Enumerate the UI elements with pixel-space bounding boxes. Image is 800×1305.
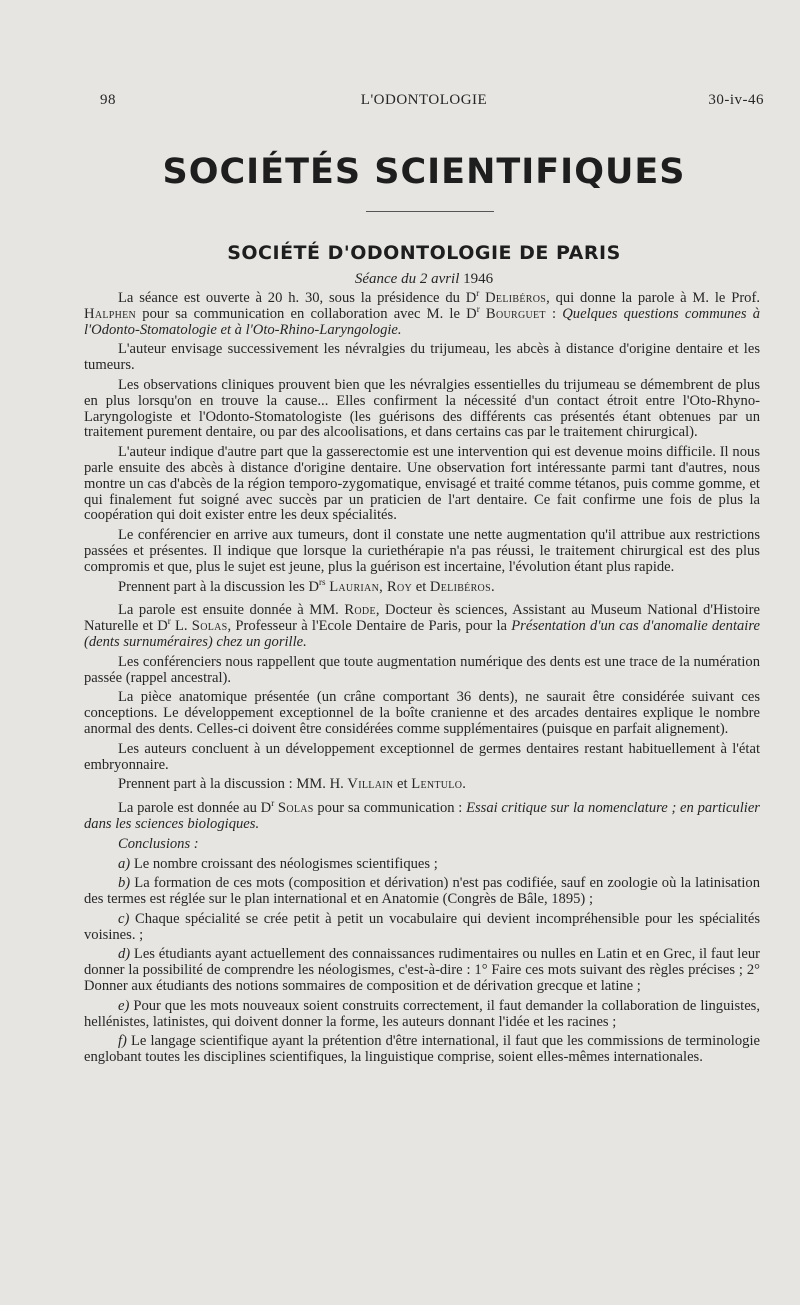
paragraph: La pièce anatomique présentée (un crâne comportant 36 dents), ne saurait être considérée suivant ces conceptions. Le développement exceptionnel de la boîte cranienne et des arcades dentaires explique le nombre anormal des dents. Celles-ci doivent être considérées comme supplémentaires (puisque en parfait alignement). [84,689,760,737]
communication-title: Essai critique sur la nomenclature ; en particulier dans les sciences biologiques. [84,800,760,832]
paragraph-communication: La parole est donnée au $D^r$ Solas pour sa communication : Essai critique sur la nomenclature ; en particulier dans les sciences biologiques. [84,798,760,832]
session-date [0,271,800,288]
list-item: d) Les étudiants ayant actuellement des connaissances rudimentaires ou nulles en Latin et en Grec, il faut leur donner la possibilité de comprendre les néologismes, c'est-à-dire : 1° Faire ces mots suivant des règles précises ; 2° Donner aux étudiants des notions sommaires de composition et de dérivation grecque et latine ; [84,946,760,995]
communication-title: Quelques questions communes à l'Odonto-Stomatologie et à l'Oto-Rhino-Laryngologie. [84,305,760,338]
title-rule [366,211,494,212]
session-label: Séance du 2 avril [354,271,460,287]
list-item: c) Chaque spécialité se crée petit à petit un vocabulaire qui devient incompréhensible pour les spécialités voisines. ; [84,910,760,943]
paragraph: Les conférenciers nous rappellent que toute augmentation numérique des dents est une trace de la numération passée (rappel ancestral). [84,653,760,686]
paragraph-discussion: Prennent part à la discussion : MM. H. Villain et Lentulo. [118,776,466,793]
issue-date: 30-iv-46 [708,92,764,108]
communication-title: Présentation d'un cas d'anomalie dentaire (dents surnuméraires) chez un gorille. [84,618,760,650]
page-number: 98 [100,92,116,108]
list-item: f) Le langage scientifique ayant la prétention d'être international, il faut que les commissions de terminologie englobant toutes les disciplines scientifiques, la linguistique comprise, soient elles-mêmes internationales. [84,1033,760,1066]
paragraph: Les auteurs concluent à un développement exceptionnel de germes dentaires restant habituellement à l'état embryonnaire. [84,740,760,773]
list-item: a) Le nombre croissant des néologismes scientifiques ; [118,855,438,872]
paragraph: L'auteur envisage successivement les névralgies du trijumeau, les abcès à distance d'origine dentaire et les tumeurs. [84,341,760,374]
list-item: e) Pour que les mots nouveaux soient construits correctement, il faut demander la collaboration de linguistes, hellénistes, latinistes, qui doivent donner la forme, les auteurs donnant l'idée et les racines ; [84,997,760,1030]
paragraph-discussion: Prennent part à la discussion les $D^{rs}$ Laurian, Roy et Delibéros. [118,576,495,595]
article-body [84,288,760,1066]
list-item: b) La formation de ces mots (composition et dérivation) n'est pas codifiée, sauf en zoologie où la latinisation des termes est réglée sur le plan international et en Anatomie (Congrès de Bâle, 1895) ; [84,875,760,908]
journal-name: L'ODONTOLOGIE [360,92,488,108]
paragraph: Le conférencier en arrive aux tumeurs, dont il constate une nette augmentation qu'il attribue aux restrictions passées et présentes. Il indique que lorsque la curiethérapie n'a pas réussi, le traitement chirurgical est des plus compromis et que, plus le sujet est jeune, plus la guérison est incertaine, l'évolution étant plus rapide. [84,527,760,575]
session-year: 1946 [463,271,494,287]
paragraph-presentation: La parole est ensuite donnée à MM. Rode, Docteur ès sciences, Assistant au Museum National d'Histoire Naturelle et $D^r$ L. Solas, Professeur à l'Ecole Dentaire de Paris, pour la Présentation d'un cas d'anomalie dentaire (dents surnuméraires) chez un gorille. [84,602,760,650]
paragraph: L'auteur indique d'autre part que la gasserectomie est une intervention qui est devenue moins difficile. Il nous parle ensuite des abcès à distance d'origine dentaire. Une observation fort intéressante parmi tant d'autres, nous montre un cas d'abcès de la région temporo-zygomatique, envisagé et traité comme tétanos, puis comme gomme, et qui finalement fut soigné avec succès par un praticien de l'art dentaire. Ce fait confirme une fois de plus la coopération qui doit exister entre les deux spécialités. [84,444,760,524]
society-heading: SOCIÉTÉ D'ODONTOLOGIE DE PARIS [227,242,621,264]
section-title: SOCIÉTÉS SCIENTIFIQUES [162,152,686,192]
conclusions-label: Conclusions : [118,835,199,852]
running-header [84,92,764,112]
paragraph: Les observations cliniques prouvent bien que les névralgies essentielles du trijumeau se démembrent de plus en plus lorsqu'on en trouve la cause... Elles confirment la nécessité d'un contact étroit entre l'Oto-Rhyno-Laryngologiste et l'Odonto-Stomatologiste (les guérisons des différents cas présentés étant obtenues par un traitement purement dentaire, ou par des alcoolisations, et dans certains cas par le traitement chirurgical). [84,376,760,441]
paragraph-opening: La séance est ouverte à 20 h. 30, sous la présidence du $D^r$ Delibéros, qui donne la parole à M. le Prof. Halphen pour sa communication en collaboration avec M. le $D^r$ Bourguet : Quelques questions communes à l'Odonto-Stomatologie et à l'Oto-Rhino-Laryngologie. [84,288,760,338]
